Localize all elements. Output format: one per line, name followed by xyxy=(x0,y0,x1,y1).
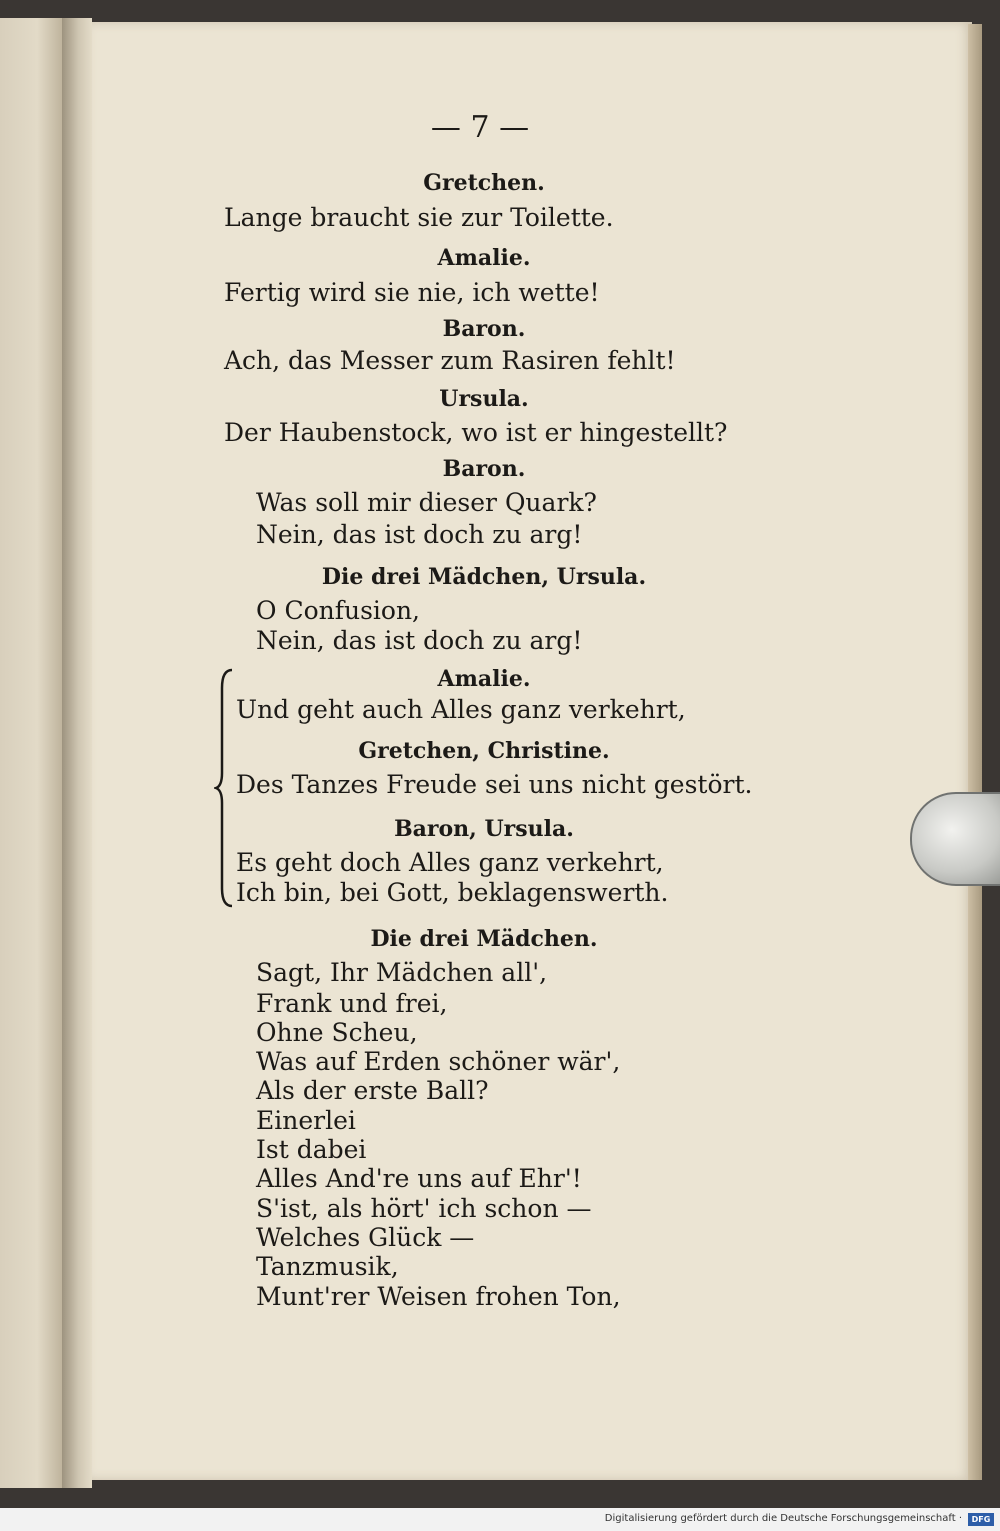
verse-line: Einerlei xyxy=(256,1106,356,1135)
verse-line: Tanzmusik, xyxy=(256,1252,399,1281)
speaker-label: Amalie. xyxy=(437,666,531,692)
verse-line: Als der erste Ball? xyxy=(256,1076,489,1105)
speaker-label: Die drei Mädchen. xyxy=(370,926,598,952)
verse-line: Des Tanzes Freude sei uns nicht gestört. xyxy=(236,770,753,799)
speaker-label: Baron. xyxy=(442,316,526,342)
speaker-label: Gretchen, Christine. xyxy=(358,738,610,764)
verse-line: Munt'rer Weisen frohen Ton, xyxy=(256,1282,621,1311)
speaker-label: Ursula. xyxy=(439,386,529,412)
verse-line: Fertig wird sie nie, ich wette! xyxy=(224,278,600,307)
verse-line: Was auf Erden schöner wär', xyxy=(256,1047,621,1076)
verse-line: Ist dabei xyxy=(256,1135,367,1164)
verse-line: Frank und frei, xyxy=(256,989,448,1018)
footer-bar xyxy=(0,1508,1000,1531)
verse-line: Welches Glück — xyxy=(256,1223,475,1252)
speaker-label: Amalie. xyxy=(437,245,531,271)
verse-line: Und geht auch Alles ganz verkehrt, xyxy=(236,695,686,724)
verse-line: Ich bin, bei Gott, beklagenswerth. xyxy=(236,878,669,907)
binder-clip xyxy=(910,792,1000,886)
speaker-label: Gretchen. xyxy=(423,170,545,196)
verse-line: O Confusion, xyxy=(256,596,421,625)
speaker-label: Baron, Ursula. xyxy=(394,816,574,842)
facing-page-edge xyxy=(0,18,64,1488)
verse-line: S'ist, als hört' ich schon — xyxy=(256,1194,592,1223)
funding-credit: Digitalisierung gefördert durch die Deutsche Forschungsgemeinschaft · xyxy=(604,1513,962,1524)
page-edge xyxy=(968,24,982,1480)
verse-line: Sagt, Ihr Mädchen all', xyxy=(256,958,548,987)
verse-line: Ach, das Messer zum Rasiren fehlt! xyxy=(224,346,676,375)
verse-line: Der Haubenstock, wo ist er hingestellt? xyxy=(224,418,728,447)
speaker-label: Die drei Mädchen, Ursula. xyxy=(321,564,647,590)
page-number: — 7 — xyxy=(430,110,530,145)
curly-brace xyxy=(214,668,236,908)
verse-line: Nein, das ist doch zu arg! xyxy=(256,626,583,655)
book-gutter xyxy=(62,18,92,1488)
dfg-logo: DFG xyxy=(968,1513,994,1526)
verse-line: Alles And're uns auf Ehr'! xyxy=(256,1164,582,1193)
verse-line: Nein, das ist doch zu arg! xyxy=(256,520,583,549)
speaker-label: Baron. xyxy=(442,456,526,482)
verse-line: Was soll mir dieser Quark? xyxy=(256,488,597,517)
verse-line: Ohne Scheu, xyxy=(256,1018,418,1047)
verse-line: Es geht doch Alles ganz verkehrt, xyxy=(236,848,664,877)
verse-line: Lange braucht sie zur Toilette. xyxy=(224,203,614,232)
